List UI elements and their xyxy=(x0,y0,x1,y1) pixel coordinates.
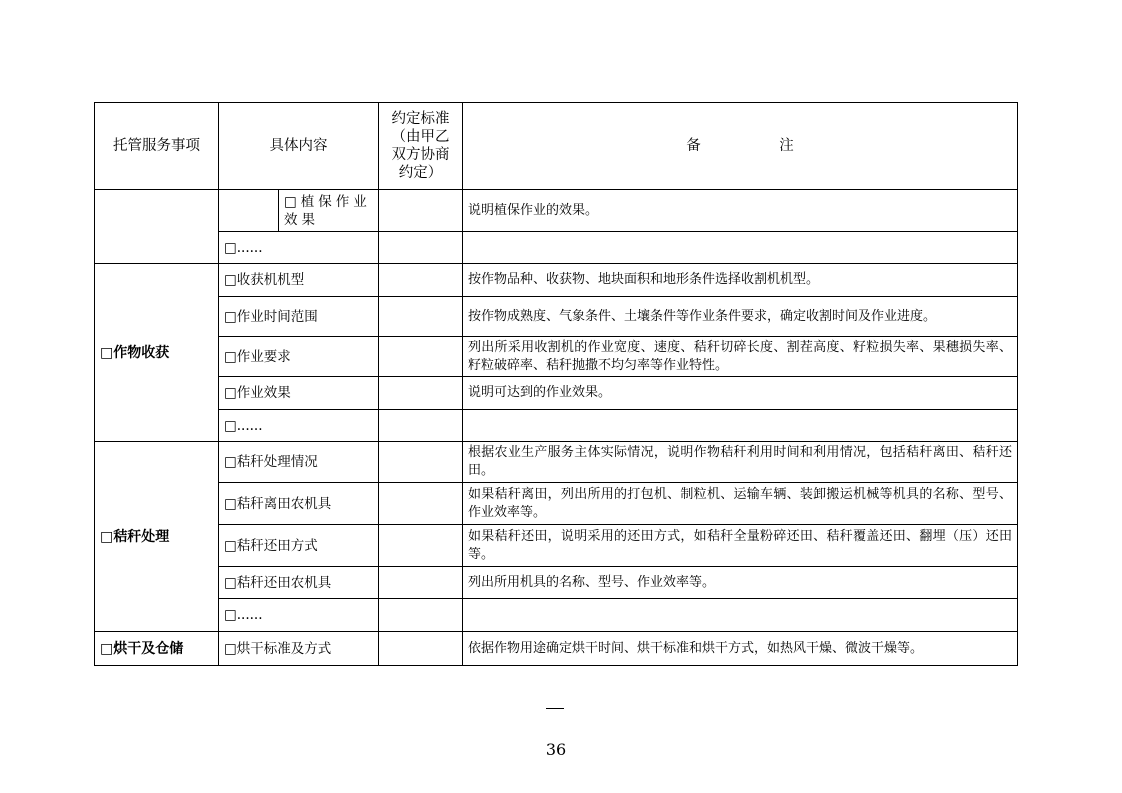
item-cell[interactable]: □作业时间范围 xyxy=(219,297,379,337)
header-service-item: 托管服务事项 xyxy=(95,103,219,190)
table-row xyxy=(95,632,1018,666)
item-cell[interactable]: □烘干标准及方式 xyxy=(219,632,379,666)
standard-cell[interactable] xyxy=(379,483,463,525)
table-row xyxy=(95,442,1018,483)
note-cell xyxy=(463,599,1018,632)
item-cell[interactable]: □秸秆处理情况 xyxy=(219,442,379,483)
note-cell: 依据作物用途确定烘干时间、烘干标准和烘干方式，如热风干燥、微波干燥等。 xyxy=(463,632,1018,666)
standard-cell[interactable] xyxy=(379,264,463,297)
standard-cell[interactable] xyxy=(379,337,463,377)
standard-cell[interactable] xyxy=(379,525,463,567)
note-cell: 说明可达到的作业效果。 xyxy=(463,377,1018,410)
page-number: 36 xyxy=(545,740,567,759)
item-cell[interactable]: □作业效果 xyxy=(219,377,379,410)
table-row xyxy=(95,190,1018,232)
standard-cell[interactable] xyxy=(379,297,463,337)
table-row xyxy=(95,525,1018,567)
note-cell: 按作物成熟度、气象条件、土壤条件等作业条件要求，确定收割时间及作业进度。 xyxy=(463,297,1018,337)
note-cell: 按作物品种、收获物、地块面积和地形条件选择收割机机型。 xyxy=(463,264,1018,297)
note-cell: 列出所采用收割机的作业宽度、速度、秸秆切碎长度、割茬高度、籽粒损失率、果穗损失率、籽粒破碎率、秸秆抛撒不均匀率等作业特性。 xyxy=(463,337,1018,377)
standard-cell[interactable] xyxy=(379,442,463,483)
table-row xyxy=(95,264,1018,297)
item-cell[interactable]: □秸秆还田方式 xyxy=(219,525,379,567)
table-row xyxy=(95,410,1018,442)
table-row xyxy=(95,337,1018,377)
table-row xyxy=(95,567,1018,599)
table-row xyxy=(95,232,1018,264)
table-row xyxy=(95,483,1018,525)
standard-cell[interactable] xyxy=(379,232,463,264)
item-cell[interactable]: □...... xyxy=(219,410,379,442)
category-cell-empty xyxy=(95,190,219,264)
header-standard: 约定标准（由甲乙双方协商约定） xyxy=(379,103,463,190)
service-table xyxy=(94,102,1018,666)
item-cell[interactable]: □植保作业效果 xyxy=(279,190,379,232)
note-cell xyxy=(463,410,1018,442)
note-cell: 如果秸秆离田，列出所用的打包机、制粒机、运输车辆、装卸搬运机械等机具的名称、型号、作业效率等。 xyxy=(463,483,1018,525)
standard-cell[interactable] xyxy=(379,567,463,599)
item-cell[interactable]: □秸秆离田农机具 xyxy=(219,483,379,525)
item-cell[interactable]: □秸秆还田农机具 xyxy=(219,567,379,599)
standard-cell[interactable] xyxy=(379,190,463,232)
empty-cell xyxy=(219,190,279,232)
table-row xyxy=(95,377,1018,410)
item-cell[interactable]: □作业要求 xyxy=(219,337,379,377)
note-cell: 如果秸秆还田，说明采用的还田方式，如秸秆全量粉碎还田、秸秆覆盖还田、翻埋（压）还田等。 xyxy=(463,525,1018,567)
standard-cell[interactable] xyxy=(379,632,463,666)
item-cell[interactable]: □...... xyxy=(219,232,379,264)
category-drying[interactable]: □烘干及仓储 xyxy=(95,632,219,666)
note-cell: 说明植保作业的效果。 xyxy=(463,190,1018,232)
note-cell: 列出所用机具的名称、型号、作业效率等。 xyxy=(463,567,1018,599)
header-note: 备 注 xyxy=(463,103,1018,190)
standard-cell[interactable] xyxy=(379,599,463,632)
table-header-row xyxy=(95,103,1018,190)
note-cell xyxy=(463,232,1018,264)
table-row xyxy=(95,599,1018,632)
table-row xyxy=(95,297,1018,337)
footer-dash xyxy=(546,708,564,709)
category-straw[interactable]: □秸秆处理 xyxy=(95,442,219,632)
note-cell: 根据农业生产服务主体实际情况，说明作物秸秆利用时间和利用情况，包括秸秆离田、秸秆还田。 xyxy=(463,442,1018,483)
standard-cell[interactable] xyxy=(379,410,463,442)
standard-cell[interactable] xyxy=(379,377,463,410)
item-cell[interactable]: □收获机机型 xyxy=(219,264,379,297)
item-cell[interactable]: □...... xyxy=(219,599,379,632)
category-harvest[interactable]: □作物收获 xyxy=(95,264,219,442)
header-content: 具体内容 xyxy=(219,103,379,190)
